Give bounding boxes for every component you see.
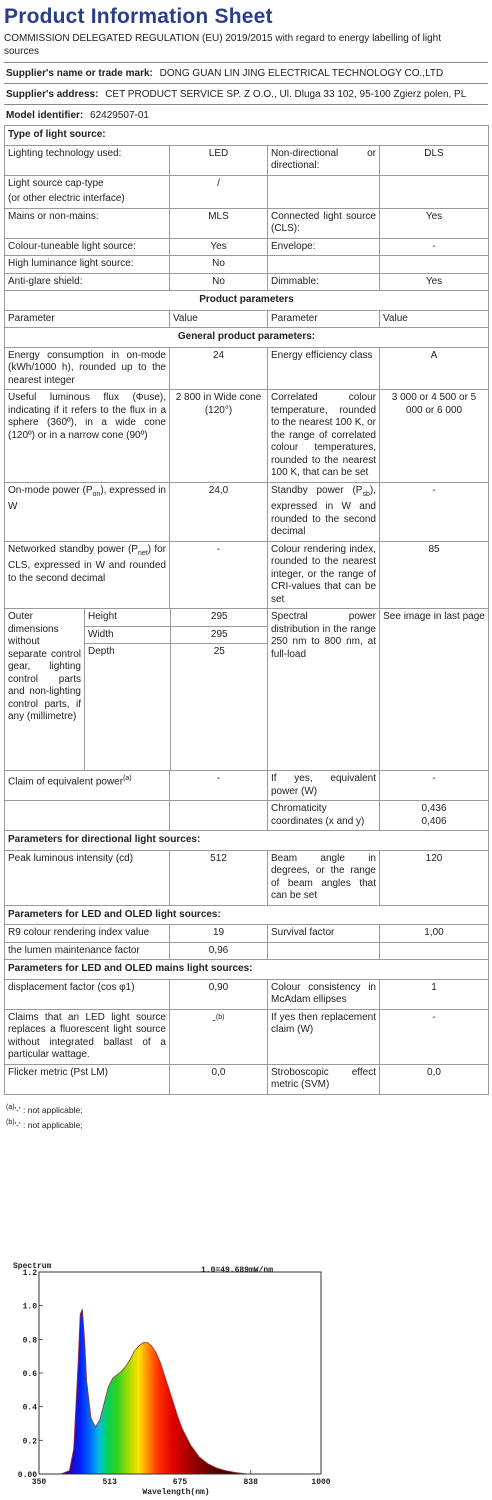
regulation-subtitle: COMMISSION DELEGATED REGULATION (EU) 2019/2015 with regard to energy labelling of light sources	[4, 33, 442, 57]
replace-w-label: If yes then replacement claim (W)	[268, 1009, 380, 1064]
anti-glare-value: No	[170, 273, 268, 291]
supplier-address-label: Supplier's address:	[6, 89, 99, 100]
table-row	[5, 942, 489, 960]
table-row	[5, 771, 489, 801]
stroboscopic-label: Stroboscopic effect metric (SVM)	[268, 1064, 380, 1094]
on-mode-power-label-sub: on	[92, 490, 101, 498]
peak-intensity-label: Peak luminous intensity (cd)	[5, 850, 170, 905]
supplier-address-row	[4, 83, 488, 104]
mains-label: Mains or non-mains:	[5, 208, 170, 238]
envelope-label: Envelope:	[268, 238, 380, 256]
equiv-power-label: If yes, equivalent power (W)	[268, 771, 380, 801]
table-row	[5, 609, 489, 771]
lighting-tech-label: Lighting technology used:	[5, 145, 170, 175]
displacement-value: 0,90	[170, 979, 268, 1009]
chart-title: Spectrum	[13, 1262, 52, 1271]
y-tick-label: 0.6	[22, 1370, 37, 1379]
r9-value: 19	[170, 925, 268, 943]
networked-standby-value: -	[170, 541, 268, 609]
beam-angle-label: Beam angle in degrees, or the range of beam angles that can be set	[268, 850, 380, 905]
mcadam-value: 1	[380, 979, 489, 1009]
networked-standby-label-sub: net	[137, 549, 148, 557]
replace-claim-label: Claims that an LED light source replaces a fluorescent light source without integrated ballast of a particular wattage.	[5, 1009, 170, 1064]
supplier-address-value: CET PRODUCT SERVICE SP. Z O.O., Ul. Dluga 33 102, 95-100 Zgierz polen, PL	[105, 89, 467, 100]
networked-standby-label	[5, 541, 170, 609]
supplier-name-value: DONG GUAN LIN JING ELECTRICAL TECHNOLOGY CO.,LTD	[159, 68, 444, 79]
beam-angle-value: 120	[380, 850, 489, 905]
standby-power-label-post: ), expressed in W and rounded to the second decimal	[271, 484, 376, 537]
luminous-flux-label: Useful luminous flux (Φuse), indicating if it refers to the flux in a sphere (360º), in a wide cone (120º) or in a narrow cone (90º)	[5, 390, 170, 483]
table-row	[5, 541, 489, 609]
peak-intensity-value: 512	[170, 850, 268, 905]
spectrum-chart	[11, 1258, 349, 1496]
on-mode-power-label-post: ), expressed in W	[8, 484, 166, 512]
dimension-row	[85, 644, 268, 771]
spec-table	[4, 125, 489, 1095]
spectral-value: See image in last page	[380, 609, 489, 771]
energy-consumption-value: 24	[170, 347, 268, 390]
model-identifier-label: Model identifier:	[6, 110, 84, 121]
type-section-header	[5, 126, 489, 146]
standby-power-label-pre: Standby power (P	[271, 484, 363, 496]
empty-cell	[5, 801, 170, 831]
footnote-a	[6, 1101, 488, 1117]
luminous-flux-value: 2 800 in Wide cone (120°)	[170, 390, 268, 483]
empty-cell	[380, 256, 489, 274]
mcadam-label: Colour consistency in McAdam ellipses	[268, 979, 380, 1009]
x-tick-label: 350	[31, 1478, 47, 1487]
cri-value: 85	[380, 541, 489, 609]
footnote-a-text: '-' : not applicable;	[14, 1104, 83, 1115]
col-value-2: Value	[380, 310, 489, 328]
footnotes	[4, 1101, 488, 1133]
table-row	[5, 256, 489, 274]
led-section-header	[5, 905, 489, 925]
mains-section-title: Parameters for LED and OLED mains light sources:	[5, 960, 489, 980]
cct-value: 3 000 or 4 500 or 5 000 or 6 000	[380, 390, 489, 483]
table-row	[5, 273, 489, 291]
x-tick-label: 1000	[311, 1478, 331, 1487]
table-row	[5, 175, 489, 208]
replace-claim-value	[170, 1009, 268, 1064]
anti-glare-label: Anti-glare shield:	[5, 273, 170, 291]
tuneable-value: Yes	[170, 238, 268, 256]
table-row	[5, 390, 489, 483]
footnote-b-text: '-' : not applicable;	[14, 1120, 83, 1131]
empty-cell	[268, 942, 380, 960]
table-row	[5, 925, 489, 943]
empty-cell	[380, 175, 489, 208]
lumen-maint-label: the lumen maintenance factor	[5, 942, 170, 960]
table-row	[5, 347, 489, 390]
y-tick-label: 0.8	[22, 1336, 37, 1346]
high-luminance-value: No	[170, 256, 268, 274]
model-identifier-value: 62429507-01	[90, 110, 149, 121]
footnote-b-mark: (b)	[6, 1119, 15, 1127]
dimmable-value: Yes	[380, 273, 489, 291]
energy-consumption-label: Energy consumption in on-mode (kWh/1000 h), rounded up to the nearest integer	[5, 347, 170, 390]
equiv-power-claim-sup: (a)	[123, 775, 132, 782]
width-value: 295	[170, 626, 268, 644]
directional-section-header	[5, 831, 489, 851]
dimensions-cell	[85, 609, 268, 771]
energy-class-label: Energy efficiency class	[268, 347, 380, 390]
energy-class-value: A	[380, 347, 489, 390]
mains-value: MLS	[170, 208, 268, 238]
table-row	[5, 238, 489, 256]
r9-label: R9 colour rendering index value	[5, 925, 170, 943]
col-parameter-1: Parameter	[5, 310, 170, 328]
model-identifier-row	[4, 104, 488, 125]
dimensions-label: Outer dimensions without separate control gear, lighting control parts and non-lighting control parts, if any (millimetre)	[5, 609, 85, 771]
width-label: Width	[85, 626, 170, 644]
chromaticity-x: 0,436	[421, 803, 447, 814]
x-tick-label: 838	[243, 1478, 258, 1487]
product-params-title: Product parameters	[5, 291, 489, 311]
cap-type-label-line1: Light source cap-type	[8, 177, 104, 189]
cls-value: Yes	[380, 208, 489, 238]
supplier-name-label: Supplier's name or trade mark:	[6, 68, 153, 79]
empty-cell	[170, 801, 268, 831]
table-row	[5, 145, 489, 175]
footnote-a-mark: (a)	[6, 1103, 15, 1111]
empty-cell	[268, 175, 380, 208]
y-tick-label: 1.0	[22, 1302, 37, 1312]
led-section-title: Parameters for LED and OLED light sources:	[5, 905, 489, 925]
y-tick-label: 0.2	[22, 1437, 37, 1447]
replace-w-value: -	[380, 1009, 489, 1064]
x-axis-label: Wavelength(nm)	[142, 1488, 210, 1496]
dimmable-label: Dimmable:	[268, 273, 380, 291]
networked-standby-label-post: ) for CLS, expressed in W and rounded to the second decimal	[8, 543, 166, 584]
y-tick-label: 0.4	[22, 1403, 37, 1413]
empty-cell	[380, 942, 489, 960]
product-information-sheet	[4, 0, 488, 1132]
cap-type-label-line2: (or other electric interface)	[8, 193, 125, 204]
table-row	[5, 850, 489, 905]
height-label: Height	[85, 609, 170, 626]
lighting-tech-value: LED	[170, 145, 268, 175]
standby-power-label-sub: sb	[362, 490, 370, 498]
equiv-power-claim-label	[5, 771, 170, 801]
on-mode-power-label-pre: On-mode power (P	[8, 484, 93, 496]
high-luminance-label: High luminance light source:	[5, 256, 170, 274]
col-value-1: Value	[170, 310, 268, 328]
flicker-value: 0,0	[170, 1064, 268, 1094]
chart-annotation: 1.0=49.689mW/nm	[201, 1266, 274, 1275]
equiv-power-claim-text: Claim of equivalent power	[8, 776, 124, 788]
replace-claim-sup: (b)	[215, 1013, 225, 1021]
lumen-maint-value: 0,96	[170, 942, 268, 960]
dimension-row	[85, 626, 268, 644]
depth-label: Depth	[85, 644, 170, 771]
survival-value: 1,00	[380, 925, 489, 943]
table-row	[5, 1064, 489, 1094]
height-value: 295	[170, 609, 268, 626]
standby-power-value: -	[380, 482, 489, 541]
tuneable-label: Colour-tuneable light source:	[5, 238, 170, 256]
table-row	[5, 1009, 489, 1064]
depth-value: 25	[213, 646, 225, 657]
table-row	[5, 482, 489, 541]
on-mode-power-value: 24,0	[170, 482, 268, 541]
general-params-title: General product parameters:	[5, 328, 489, 348]
replace-claim-dash: -	[212, 1014, 216, 1026]
cct-label: Correlated colour temperature, rounded to the nearest 100 K, or the range of correlated colour temperatures, rounded to the nearest 100 K, that can be set	[268, 390, 380, 483]
directional-value: DLS	[380, 145, 489, 175]
y-tick-label: 1.2	[22, 1269, 37, 1278]
table-row	[5, 979, 489, 1009]
envelope-value: -	[380, 238, 489, 256]
supplier-name-row	[4, 62, 488, 83]
stroboscopic-value: 0,0	[380, 1064, 489, 1094]
displacement-label: displacement factor (cos φ1)	[5, 979, 170, 1009]
directional-section-title: Parameters for directional light sources:	[5, 831, 489, 851]
standby-power-label	[268, 482, 380, 541]
dimension-row	[85, 609, 268, 626]
equiv-power-value: -	[380, 771, 489, 801]
cap-type-value: /	[170, 175, 268, 208]
cri-label: Colour rendering index, rounded to the nearest integer, or the range of CRI-values that can be set	[268, 541, 380, 609]
x-tick-label: 513	[102, 1478, 117, 1487]
on-mode-power-label	[5, 482, 170, 541]
page-title: Product Information Sheet	[4, 5, 273, 28]
chromaticity-value	[380, 801, 489, 831]
table-row	[5, 801, 489, 831]
chromaticity-y: 0,406	[421, 815, 447, 827]
col-parameter-2: Parameter	[268, 310, 380, 328]
chromaticity-label: Chromaticity coordinates (x and y)	[268, 801, 380, 831]
table-row	[5, 208, 489, 238]
equiv-power-claim-value: -	[170, 771, 268, 801]
flicker-label: Flicker metric (Pst LM)	[5, 1064, 170, 1094]
x-tick-label: 675	[172, 1478, 188, 1487]
cls-label: Connected light source (CLS):	[268, 208, 380, 238]
type-section-title: Type of light source:	[5, 126, 489, 146]
product-params-header	[5, 291, 489, 311]
general-params-header	[5, 328, 489, 348]
dimensions-subtable	[85, 609, 268, 770]
footnote-b	[6, 1116, 488, 1132]
y-tick-label: 0.00	[17, 1471, 37, 1480]
survival-label: Survival factor	[268, 925, 380, 943]
cap-type-label	[5, 175, 170, 208]
empty-cell	[268, 256, 380, 274]
networked-standby-label-pre: Networked standby power (P	[8, 543, 138, 555]
directional-label: Non-directional or directional:	[268, 145, 380, 175]
mains-section-header	[5, 960, 489, 980]
spectral-label: Spectral power distribution in the range 250 nm to 800 nm, at full-load	[268, 609, 380, 771]
column-header-row	[5, 310, 489, 328]
